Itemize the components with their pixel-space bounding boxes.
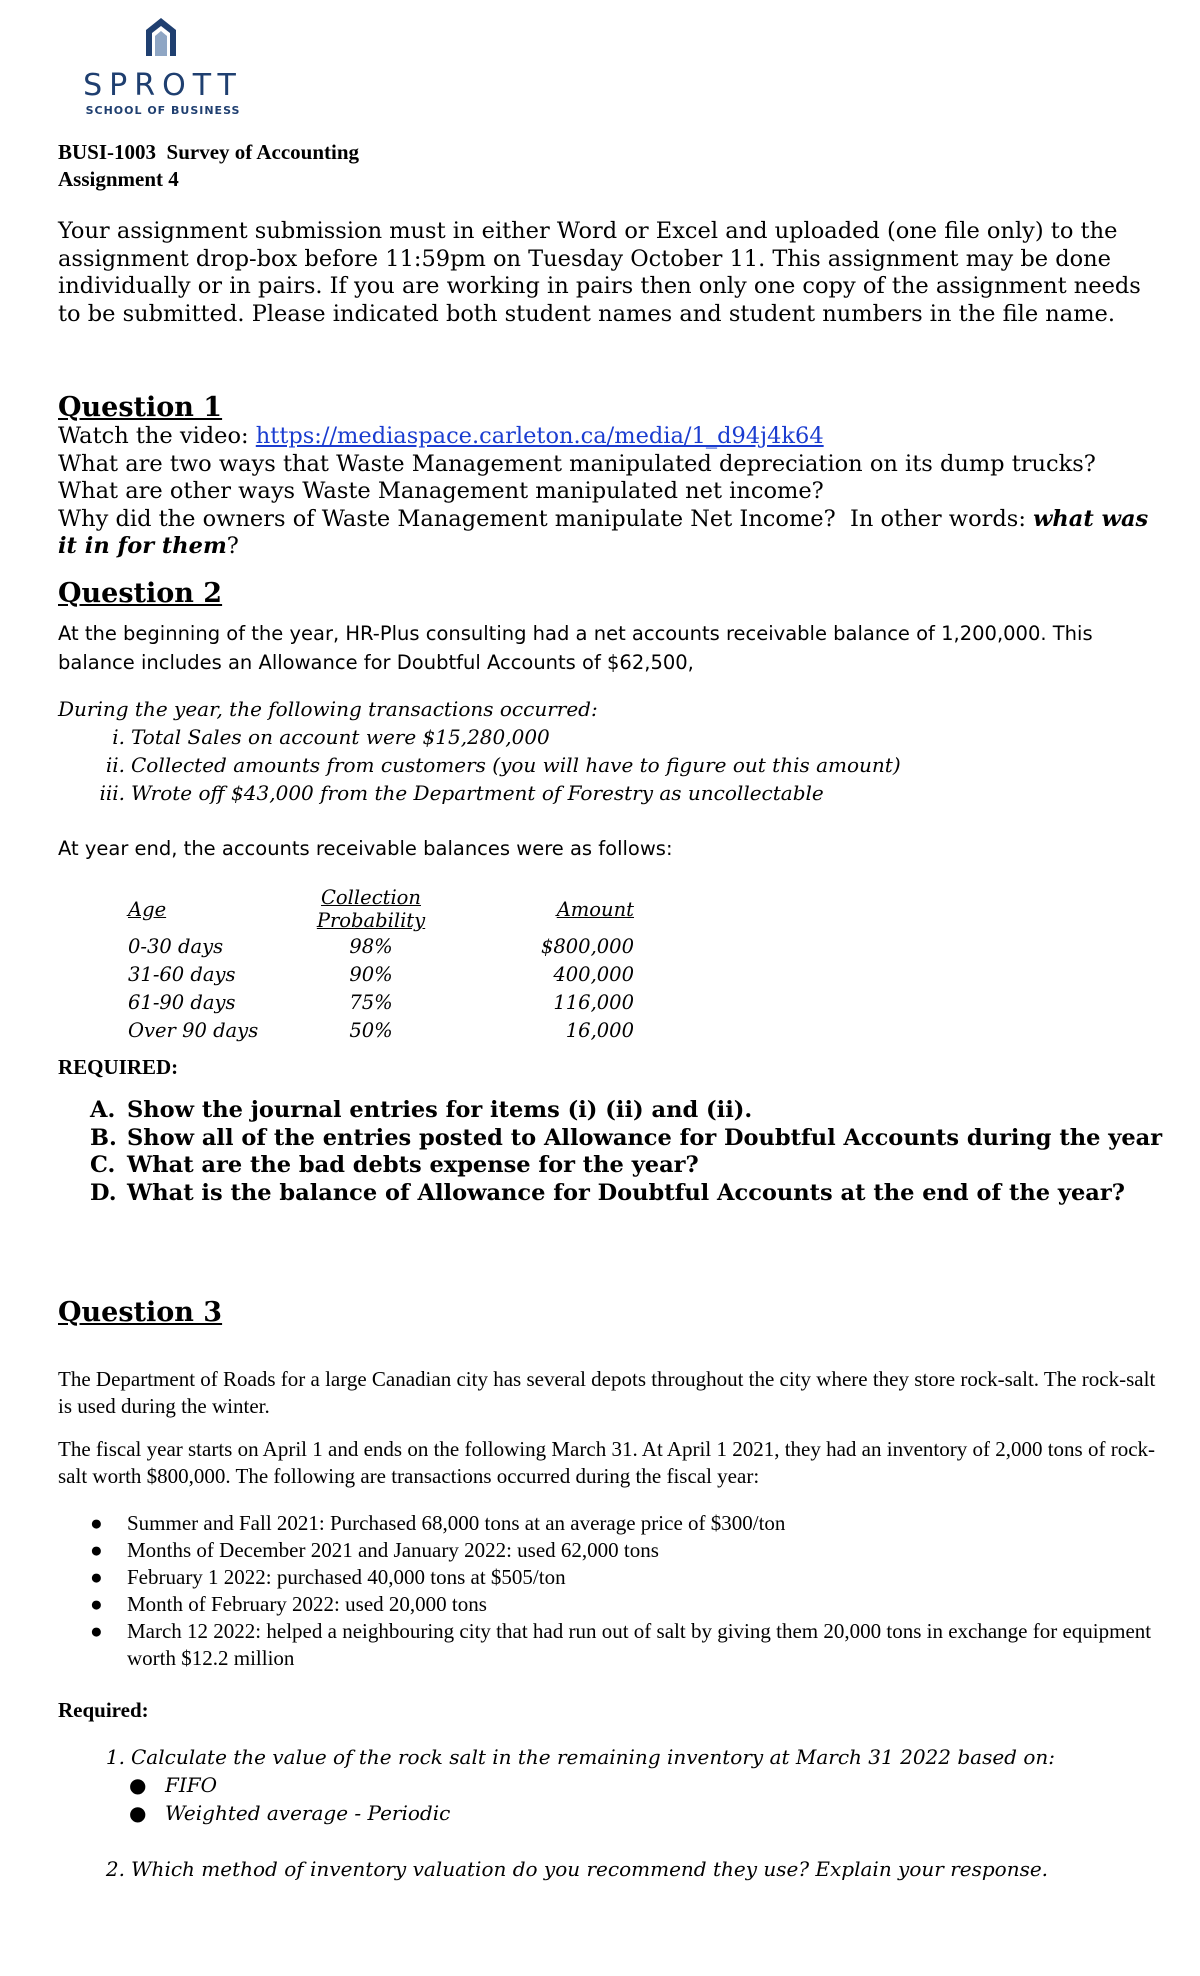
transaction-number: ii. xyxy=(105,753,125,777)
bullet-icon: ● xyxy=(129,1773,147,1797)
aging-table xyxy=(128,886,634,1044)
question-1-line-3: What are other ways Waste Management manipulated net income? xyxy=(58,478,824,504)
item-text: Calculate the value of the rock salt in the remaining inventory at March 31 2022 based on: xyxy=(131,1745,1055,1769)
list-item xyxy=(58,1510,1168,1537)
transaction-text: Wrote off $43,000 from the Department of Forestry as uncollectable xyxy=(131,781,824,805)
sub-item-weighted-average xyxy=(129,1799,450,1827)
question-1-body xyxy=(58,423,1168,561)
transaction-number: i. xyxy=(112,725,125,749)
cell-amount: 16,000 xyxy=(565,1018,634,1042)
table-header-row xyxy=(128,886,634,932)
bullet-icon: ● xyxy=(90,1538,103,1562)
question-2-paragraph: At the beginning of the year, HR-Plus consulting had a net accounts receivable balance of 1,200,000. This balance includes an Allowance for Doubtful Accounts of $62,500, xyxy=(58,622,1093,674)
required-label: REQUIRED: xyxy=(58,1055,179,1079)
cell-probability: 90% xyxy=(349,962,393,986)
bullet-text: Summer and Fall 2021: Purchased 68,000 tons at an average price of $300/ton xyxy=(127,1511,786,1535)
video-link[interactable]: https://mediaspace.carleton.ca/media/1_d94j4k64 xyxy=(255,423,824,449)
year-end-intro: At year end, the accounts receivable balances were as follows: xyxy=(58,837,673,860)
video-prefix: Watch the video: xyxy=(58,423,256,449)
cell-probability: 98% xyxy=(349,934,393,958)
table-row xyxy=(128,960,634,988)
transaction-number: iii. xyxy=(99,781,125,805)
course-title: BUSI-1003 Survey of Accounting xyxy=(58,140,360,164)
question-2-heading: Question 2 xyxy=(58,578,223,609)
table-row xyxy=(128,988,634,1016)
transactions-intro: During the year, the following transactions occurred: xyxy=(58,697,598,721)
cell-age: 0-30 days xyxy=(128,934,224,958)
line-4-emphasis: what was it in for them xyxy=(58,505,1149,559)
cell-age: 31-60 days xyxy=(128,962,236,986)
column-header-amount: Amount xyxy=(556,897,634,921)
bullet-icon: ● xyxy=(90,1511,103,1535)
bullet-icon: ● xyxy=(90,1619,103,1643)
item-letter: C. xyxy=(90,1152,116,1178)
question-3-heading: Question 3 xyxy=(58,1297,223,1328)
bullet-text: Months of December 2021 and January 2022: used 62,000 tons xyxy=(127,1538,659,1562)
course-header xyxy=(58,139,359,193)
bullet-icon: ● xyxy=(90,1592,103,1616)
cell-age: 61-90 days xyxy=(128,990,236,1014)
logo-wordmark: SPROTT xyxy=(83,68,243,103)
list-item xyxy=(58,1618,1168,1672)
bullet-text: Month of February 2022: used 20,000 tons xyxy=(127,1592,487,1616)
transaction-item xyxy=(58,779,901,807)
bullet-text: February 1 2022: purchased 40,000 tons at $505/ton xyxy=(127,1565,566,1589)
sprott-arch-icon xyxy=(144,18,178,56)
intro-paragraph: Your assignment submission must in either Word or Excel and uploaded (one file only) to the assignment drop-box before 11:59pm on Tuesday October 11. This assignment may be done individually or in pairs. If you are working in pairs then only one copy of the assignment needs to be submitted. Please indicated both student names and student numbers in the file name. xyxy=(58,218,1141,327)
question-1-line-4 xyxy=(58,506,1168,561)
sub-item-fifo xyxy=(129,1771,217,1799)
item-text: Show all of the entries posted to Allowance for Doubtful Accounts during the year xyxy=(127,1124,1163,1151)
list-item xyxy=(90,1125,1170,1153)
question-1-heading: Question 1 xyxy=(58,392,223,423)
bullet-icon: ● xyxy=(129,1801,147,1825)
transactions-bullet-list xyxy=(58,1510,1168,1672)
assignment-title: Assignment 4 xyxy=(58,167,179,191)
item-text: Show the journal entries for items (i) (ii) and (ii). xyxy=(127,1097,753,1123)
transaction-text: Total Sales on account were $15,280,000 xyxy=(131,725,550,749)
table-row xyxy=(128,932,634,960)
question-1-line-2: What are two ways that Waste Management manipulated depreciation on its dump trucks? xyxy=(58,450,1096,477)
item-letter: A. xyxy=(90,1097,116,1123)
list-item xyxy=(90,1097,1170,1125)
transactions-block xyxy=(58,695,901,807)
transaction-text: Collected amounts from customers (you will have to figure out this amount) xyxy=(131,753,901,777)
cell-amount: $800,000 xyxy=(540,934,634,958)
cell-amount: 116,000 xyxy=(553,990,634,1014)
item-text: What is the balance of Allowance for Doubtful Accounts at the end of the year? xyxy=(127,1179,1125,1206)
item-text: What are the bad debts expense for the year? xyxy=(127,1152,699,1178)
item-letter: B. xyxy=(90,1124,117,1151)
cell-amount: 400,000 xyxy=(553,962,634,986)
logo-subtitle: SCHOOL OF BUSINESS xyxy=(85,104,241,117)
line-4-end: ? xyxy=(226,533,239,559)
cell-probability: 50% xyxy=(349,1018,393,1042)
item-number: 2. xyxy=(105,1857,125,1881)
item-text: Which method of inventory valuation do you recommend they use? Explain your response. xyxy=(131,1857,1049,1881)
item-number: 1. xyxy=(105,1745,125,1769)
transaction-item xyxy=(58,751,901,779)
required-item-2 xyxy=(58,1855,1168,1883)
item-letter: D. xyxy=(90,1179,117,1206)
required-item-1 xyxy=(58,1743,1168,1771)
list-item xyxy=(58,1591,1168,1618)
question-3-paragraph-2: The fiscal year starts on April 1 and ends on the following March 31. At April 1 2021, they had an inventory of 2,000 tons of rock-salt worth $800,000. The following are transactions occurred during the fiscal year: xyxy=(58,1437,1156,1488)
bullet-text: March 12 2022: helped a neighbouring city that had run out of salt by giving them 20,000 tons in exchange for equipment worth $12.2 million xyxy=(127,1619,1152,1670)
transaction-item xyxy=(58,723,901,751)
list-item xyxy=(58,1564,1168,1591)
sub-item-text: FIFO xyxy=(165,1773,218,1797)
column-header-age: Age xyxy=(128,897,167,921)
cell-probability: 75% xyxy=(349,990,393,1014)
required-label-2: Required: xyxy=(58,1698,149,1722)
required-list xyxy=(90,1097,1170,1207)
cell-age: Over 90 days xyxy=(128,1018,259,1042)
sub-item-text: Weighted average - Periodic xyxy=(165,1801,451,1825)
table-row xyxy=(128,1016,634,1044)
column-header-probability: Collection Probability xyxy=(316,886,426,932)
list-item xyxy=(90,1152,1170,1180)
video-line xyxy=(58,423,1168,451)
line-4-start: Why did the owners of Waste Management manipulate Net Income? In other words: xyxy=(58,505,1034,532)
list-item xyxy=(58,1537,1168,1564)
bullet-icon: ● xyxy=(90,1565,103,1589)
question-3-paragraph-1: The Department of Roads for a large Canadian city has several depots throughout the city where they store rock-salt. The rock-salt is used during the winter. xyxy=(58,1367,1156,1418)
list-item xyxy=(90,1180,1170,1208)
